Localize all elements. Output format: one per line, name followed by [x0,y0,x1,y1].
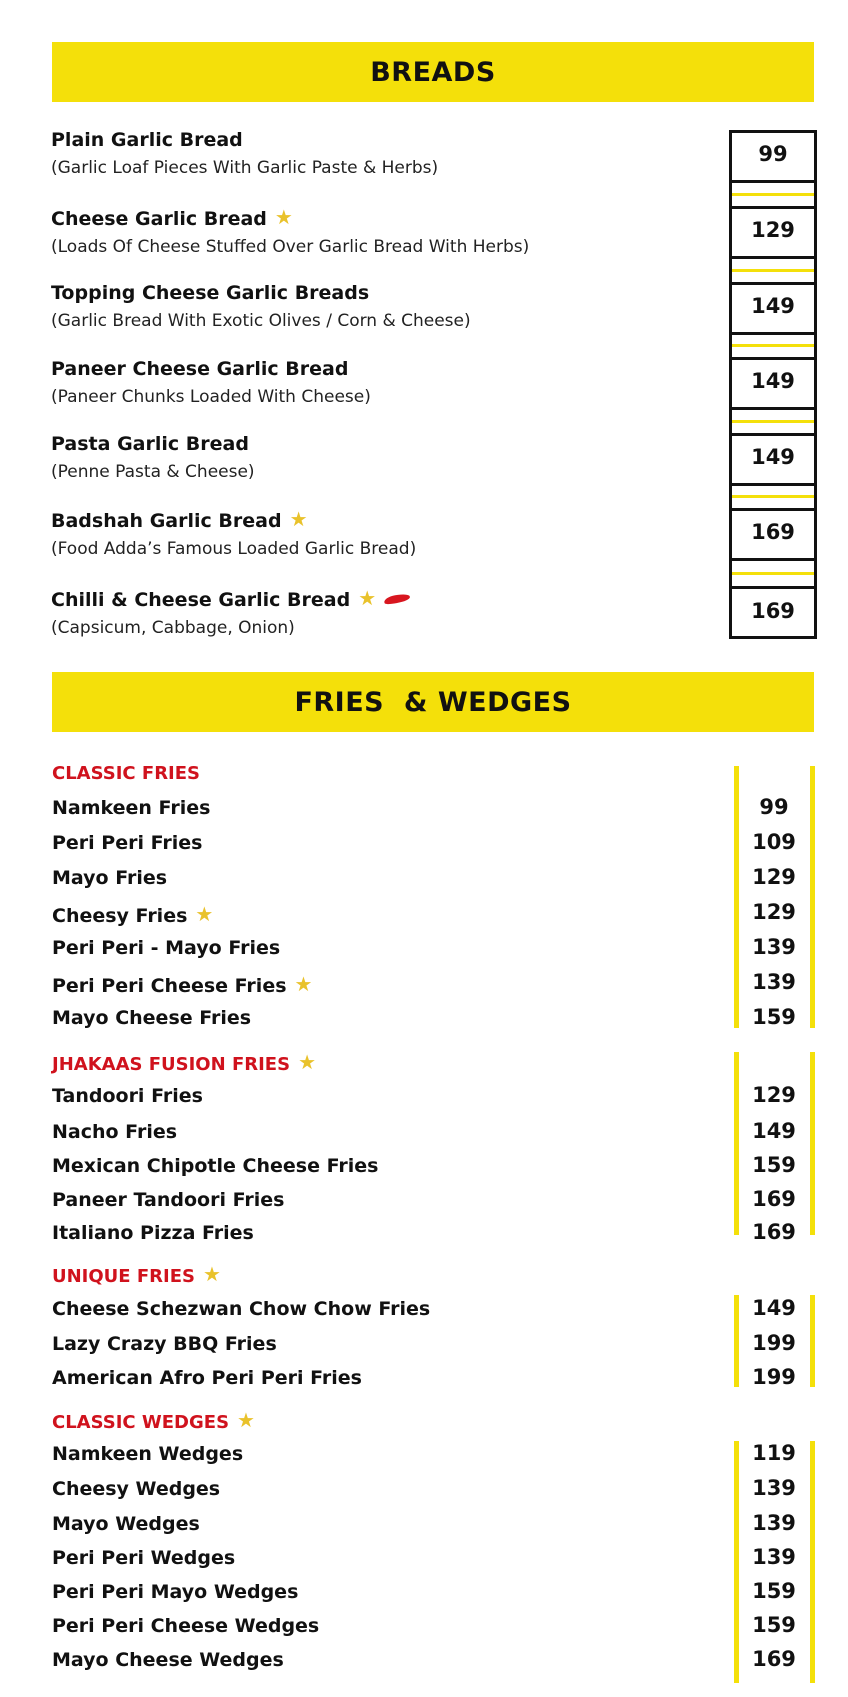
item-description: (Penne Pasta & Cheese) [51,462,255,482]
item-name: Cheese Schezwan Chow Chow Fries [52,1298,431,1320]
item-name: Namkeen Wedges [52,1443,244,1465]
item-name: Badshah Garlic Bread [51,510,282,532]
bread-item [51,586,691,640]
item-name: Mayo Wedges [52,1513,200,1535]
item-name-row [51,586,691,612]
item-description: (Paneer Chunks Loaded With Cheese) [51,387,371,407]
item-description: (Garlic Loaf Pieces With Garlic Paste & Herbs) [51,158,439,178]
category-heading-row [52,1408,255,1433]
price-ladder-rung [729,508,817,511]
item-price: 99 [758,142,788,166]
item-price: 169 [752,1187,796,1211]
item-price: 149 [751,369,795,393]
price-ladder-rung [729,433,817,436]
item-name: Pasta Garlic Bread [51,433,249,455]
item-name: Paneer Tandoori Fries [52,1189,285,1211]
item-price: 139 [752,970,796,994]
star-icon: ★ [274,205,293,229]
item-name: Lazy Crazy BBQ Fries [52,1333,277,1355]
star-icon: ★ [202,1262,221,1286]
item-price: 139 [752,1545,796,1569]
price-ladder-rung [729,357,817,360]
item-name-row [51,205,691,231]
item-name: Cheesy Fries [52,905,188,927]
price-ladder-rung [729,282,817,285]
item-description: (Capsicum, Cabbage, Onion) [51,618,295,638]
item-price: 199 [752,1331,796,1355]
price-ladder-rung [729,130,817,133]
item-name: Mayo Cheese Fries [52,1007,252,1029]
bread-item [51,432,691,484]
item-name: Chilli & Cheese Garlic Bread [51,589,351,611]
star-icon: ★ [298,1050,316,1074]
item-name: Cheesy Wedges [52,1478,221,1500]
star-icon: ★ [237,1408,255,1432]
item-name: Paneer Cheese Garlic Bread [51,358,349,380]
item-name: Topping Cheese Garlic Breads [51,282,370,304]
bread-item [51,357,691,409]
item-name: Peri Peri Mayo Wedges [52,1581,299,1603]
category-heading: CLASSIC WEDGES [52,1412,230,1433]
price-ladder-accent [732,420,814,423]
item-name: Tandoori Fries [52,1085,203,1107]
item-name-row [51,507,691,533]
price-ladder-accent [732,572,814,575]
star-icon: ★ [195,902,214,926]
price-ladder-rung [729,180,817,183]
price-ladder-accent [732,495,814,498]
star-icon: ★ [294,972,313,996]
category-heading: CLASSIC FRIES [52,763,201,784]
fries-title: FRIES & WEDGES [294,686,572,718]
category-heading-row [52,1262,221,1287]
item-name: American Afro Peri Peri Fries [52,1367,362,1389]
item-name: Peri Peri Fries [52,832,203,854]
item-name-row [52,972,312,997]
item-name: Namkeen Fries [52,797,211,819]
item-name: Mayo Cheese Wedges [52,1649,284,1671]
item-price: 129 [752,1083,796,1107]
item-price: 149 [752,1119,796,1143]
bread-item [51,507,691,561]
breads-title: BREADS [370,56,496,88]
item-price: 159 [752,1005,796,1029]
chilli-icon [384,593,411,605]
item-price: 119 [752,1441,796,1465]
price-ladder-accent [732,269,814,272]
price-ladder-rung [729,483,817,486]
price-ladder-accent [732,344,814,347]
item-name: Italiano Pizza Fries [52,1222,254,1244]
price-ladder-rung [729,256,817,259]
item-price: 149 [751,445,795,469]
item-name: Peri Peri Cheese Fries [52,975,287,997]
item-price: 159 [752,1153,796,1177]
item-description: (Food Adda’s Famous Loaded Garlic Bread) [51,539,417,559]
price-ladder-rung [729,586,817,589]
item-price: 169 [751,599,795,623]
item-price: 149 [751,294,795,318]
item-name: Nacho Fries [52,1121,178,1143]
item-price: 129 [751,218,795,242]
item-name: Mayo Fries [52,867,168,889]
item-price: 129 [752,900,796,924]
item-name: Peri Peri Wedges [52,1547,236,1569]
bread-item [51,128,691,180]
item-name-row [52,902,213,927]
bread-item [51,281,691,333]
star-icon: ★ [358,586,377,610]
item-price: 159 [752,1579,796,1603]
star-icon: ★ [289,507,308,531]
price-ladder-rung [729,558,817,561]
item-name: Peri Peri - Mayo Fries [52,937,281,959]
price-ladder-rung [729,636,817,639]
item-price: 169 [752,1647,796,1671]
bread-item [51,205,691,259]
price-ladder-rung [729,332,817,335]
price-ladder-rung [729,407,817,410]
item-price: 139 [752,1511,796,1535]
price-ladder-accent [732,193,814,196]
item-name: Cheese Garlic Bread [51,208,267,230]
item-name: Plain Garlic Bread [51,129,243,151]
breads-banner [52,42,814,102]
item-price: 149 [752,1296,796,1320]
item-price: 159 [752,1613,796,1637]
item-name: Mexican Chipotle Cheese Fries [52,1155,379,1177]
item-description: (Loads Of Cheese Stuffed Over Garlic Bread With Herbs) [51,237,530,257]
category-heading: UNIQUE FRIES [52,1266,195,1287]
item-price: 169 [752,1220,796,1244]
item-price: 99 [759,795,789,819]
item-price: 139 [752,935,796,959]
item-price: 109 [752,830,796,854]
item-price: 169 [751,520,795,544]
price-ladder-rung [729,206,817,209]
category-heading-row [52,1050,316,1075]
item-description: (Garlic Bread With Exotic Olives / Corn & Cheese) [51,311,471,331]
item-price: 139 [752,1476,796,1500]
item-price: 199 [752,1365,796,1389]
item-name: Peri Peri Cheese Wedges [52,1615,320,1637]
category-heading: JHAKAAS FUSION FRIES [52,1054,291,1075]
item-price: 129 [752,865,796,889]
fries-banner [52,672,814,732]
